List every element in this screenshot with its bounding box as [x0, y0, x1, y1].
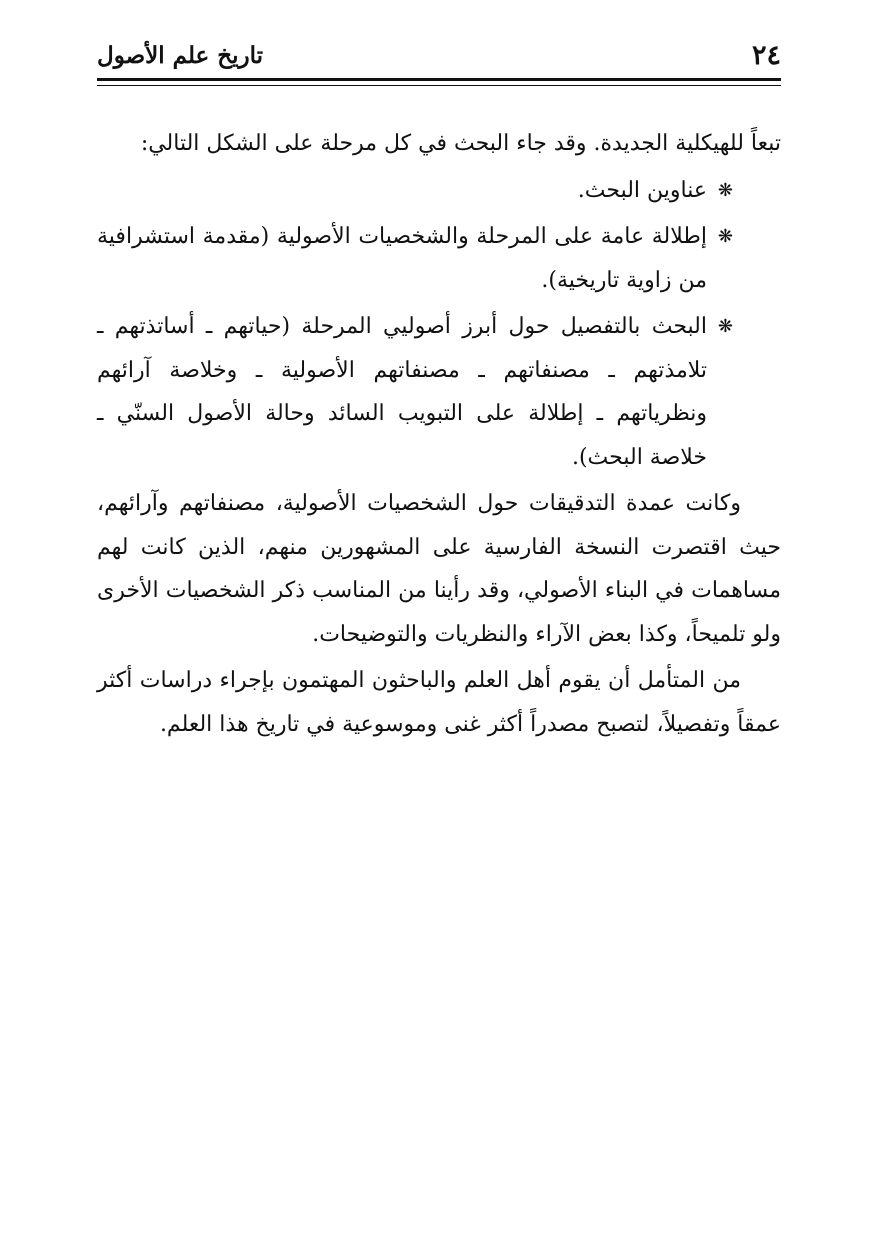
bullet-item-3 [97, 305, 781, 479]
bullet-text: البحث بالتفصيل حول أبرز أصوليي المرحلة (حياتهم ـ أساتذتهم ـ تلامذتهم ـ مصنفاتهم ـ مصنفاتهم الأصولية ـ وخلاصة آرائهم ونظرياتهم ـ إطلالة على التبويب السائد وحالة الأصول السنّي ـ خلاصة البحث). [97, 314, 707, 470]
paragraph-3: من المتأمل أن يقوم أهل العلم والباحثون المهتمون بإجراء دراسات أكثر عمقاً وتفصيلاً، لتصبح مصدراً أكثر غنى وموسوعية في تاريخ هذا العلم. [97, 668, 781, 737]
asterisk-icon: ❋ [717, 226, 733, 247]
asterisk-icon: ❋ [717, 316, 733, 337]
asterisk-icon: ❋ [717, 179, 733, 201]
running-title: تاريخ علم الأصول [97, 41, 264, 69]
bullet-item-2 [97, 215, 781, 302]
page-number: ٢٤ [751, 39, 781, 71]
header-rule-thin [97, 85, 781, 86]
page-header [97, 34, 781, 76]
bullet-item-1 [97, 169, 781, 213]
paragraph-2: وكانت عمدة التدقيقات حول الشخصيات الأصولية، مصنفاتهم وآرائهم، حيث اقتصرت النسخة الفارسية على المشهورين منهم، الذين كانت لهم مساهمات في البناء الأصولي، وقد رأينا من المناسب ذكر الشخصيات الأخرى ولو تلميحاً، وكذا بعض الآراء والنظريات والتوضيحات. [97, 491, 781, 647]
header-rule-thick [97, 78, 781, 81]
bullet-text: عناوين البحث. [577, 177, 707, 203]
paragraph-intro: تبعاً للهيكلية الجديدة. وقد جاء البحث في كل مرحلة على الشكل التالي: [140, 131, 781, 156]
body-text [97, 122, 781, 749]
bullet-text: إطلالة عامة على المرحلة والشخصيات الأصولية (مقدمة استشرافية من زاوية تاريخية). [97, 224, 707, 293]
